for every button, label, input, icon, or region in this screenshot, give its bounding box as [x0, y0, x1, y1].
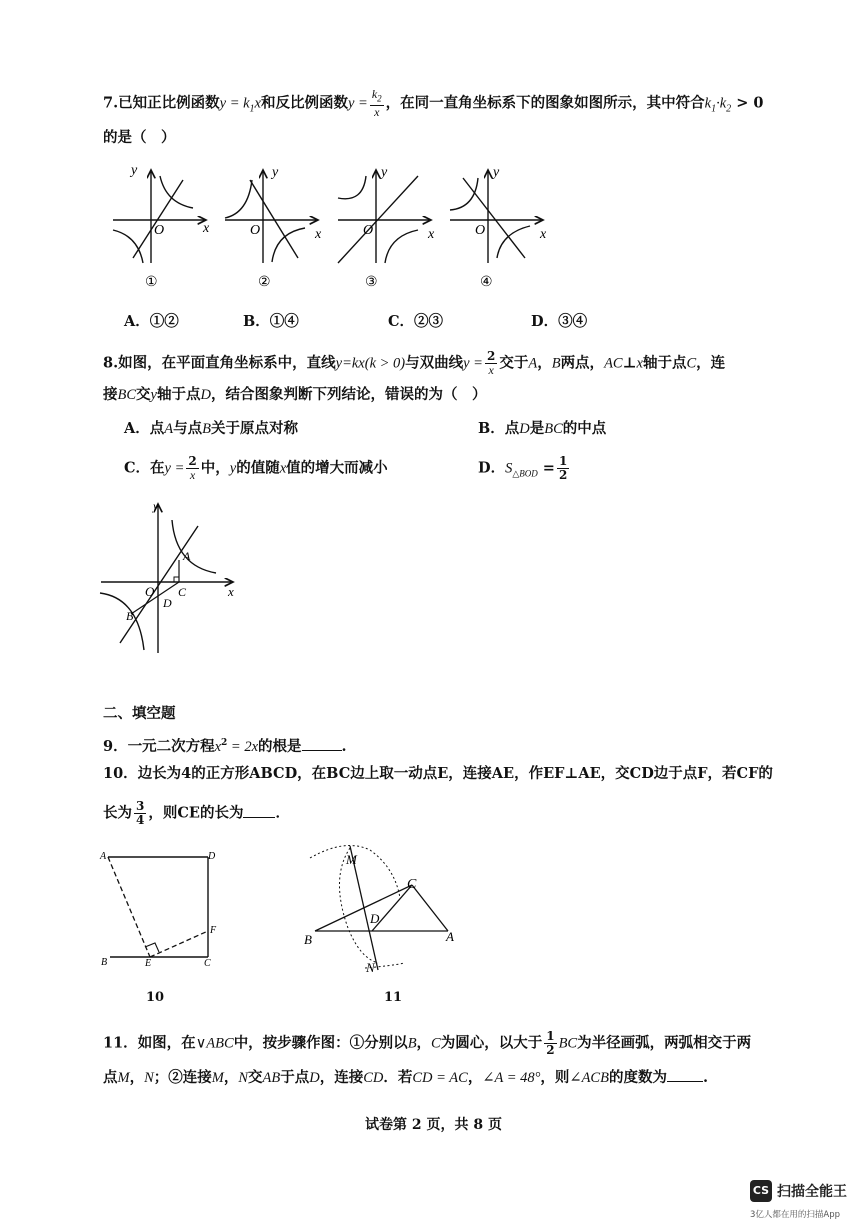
q7-line2: 的是（ ）	[103, 129, 176, 146]
q7-line1: 7.已知正比例函数$y = k_1x$和反比例函数y = $\frac{k_2}{x}$ ，在同一直角坐标系下的图象如图所示，其中符合$k_1\cdot k_2 > 0$	[103, 87, 764, 120]
svg-text:y: y	[272, 165, 279, 180]
svg-text:O: O	[475, 223, 486, 238]
svg-text:O: O	[145, 584, 155, 599]
graph-3	[338, 165, 435, 263]
q10-line2: 长为 $\frac{3}{4}$ ，则CE的长为 ．	[103, 799, 290, 827]
graph-1	[113, 163, 210, 263]
svg-text:①: ①	[145, 275, 158, 290]
svg-text:D: D	[163, 596, 172, 610]
watermark-subtitle: 3亿人都在用的扫描App	[750, 1210, 841, 1220]
svg-text:E: E	[145, 958, 152, 969]
section-title: 二、填空题	[103, 705, 176, 722]
q10-answer-blank[interactable]	[243, 803, 275, 818]
graph-captions	[145, 275, 493, 290]
svg-text:F: F	[210, 925, 217, 936]
camscanner-logo-icon: CS	[750, 1180, 772, 1202]
svg-text:y: y	[131, 163, 138, 178]
q7-graphs	[108, 158, 553, 293]
svg-text:x: x	[203, 221, 210, 236]
svg-text:O: O	[363, 223, 374, 238]
q7-option-a[interactable]: A．①②	[124, 313, 179, 330]
svg-text:y: y	[493, 165, 500, 180]
q7-option-d[interactable]: D．③④	[531, 313, 588, 330]
q11-line1: 11．如图，在∨ABC中，按步骤作图：①分别以B，C为圆心，以大于 $\frac{1}{2}$ BC为半径画弧，两弧相交于两	[103, 1029, 752, 1057]
svg-text:O: O	[250, 223, 261, 238]
svg-text:M: M	[346, 852, 357, 867]
svg-text:A: A	[183, 549, 191, 563]
q7-fraction: $\frac{k_2}{x}$	[371, 87, 382, 120]
svg-text:B: B	[304, 932, 312, 947]
q10-line1: 10．边长为4的正方形ABCD，在BC边上取一动点E，连接AE，作EF⊥AE，交CD边于点F，若CF的	[103, 765, 773, 782]
q8-figure	[98, 498, 243, 658]
svg-text:C: C	[204, 958, 211, 969]
svg-text:③: ③	[365, 275, 378, 290]
svg-text:x: x	[428, 227, 435, 242]
q8-option-a[interactable]: A．点A与点B关于原点对称	[124, 420, 298, 437]
page-footer: 试卷第 2 页，共 8 页	[365, 1117, 502, 1133]
scanner-watermark	[750, 1180, 860, 1224]
svg-text:A: A	[100, 851, 107, 862]
q10-figure-caption: 10	[146, 990, 165, 1005]
svg-text:D: D	[208, 851, 216, 862]
watermark-name: 扫描全能王	[777, 1184, 847, 1200]
q8-option-c[interactable]: C．在y = $\frac{2}{x}$ 中，y的值随x值的增大而减小	[124, 454, 388, 482]
q8-line2: 接BC交y轴于点D，结合图象判断下列结论，错误的为（ ）	[103, 386, 487, 403]
q8-option-d[interactable]: D．$S_{\triangle BOD}$ = $\frac{1}{2}$	[478, 454, 568, 482]
graph-2	[225, 165, 322, 263]
svg-text:②: ②	[258, 275, 271, 290]
svg-text:B: B	[101, 957, 108, 968]
svg-text:④: ④	[480, 275, 493, 290]
svg-text:B: B	[126, 609, 134, 623]
q11-line2: 点M，N；②连接M，N交AB于点D，连接CD．若CD = AC，∠A = 48°，则∠ACB的度数为 .	[103, 1069, 709, 1086]
svg-text:C: C	[407, 877, 417, 892]
svg-text:x: x	[228, 584, 234, 599]
graph-4	[450, 165, 547, 263]
svg-text:y: y	[153, 499, 159, 513]
q11-figure	[300, 838, 465, 978]
svg-text:D: D	[370, 911, 380, 926]
q9-answer-blank[interactable]	[302, 736, 342, 751]
q10-figure	[98, 845, 223, 970]
q7-option-b[interactable]: B．①④	[243, 313, 299, 330]
q11-figure-caption: 11	[384, 990, 403, 1005]
q9-line: 9．一元二次方程$x^2 = 2x$的根是 .	[103, 737, 347, 755]
svg-text:O: O	[154, 223, 165, 238]
svg-text:y: y	[381, 165, 388, 180]
q8-option-b[interactable]: B．点D是BC的中点	[478, 420, 607, 437]
svg-text:A: A	[446, 929, 454, 944]
svg-text:N: N	[366, 960, 375, 975]
svg-text:x: x	[315, 227, 322, 242]
svg-text:x: x	[540, 227, 547, 242]
q7-option-c[interactable]: C．②③	[388, 313, 444, 330]
svg-text:C: C	[178, 585, 187, 599]
q8-line1: 8.如图，在平面直角坐标系中，直线y=kx(k > 0)与双曲线y = $\frac{2}{x}$ 交于A，B两点，AC⊥x轴于点C，连	[103, 349, 726, 377]
q11-answer-blank[interactable]	[667, 1067, 703, 1082]
